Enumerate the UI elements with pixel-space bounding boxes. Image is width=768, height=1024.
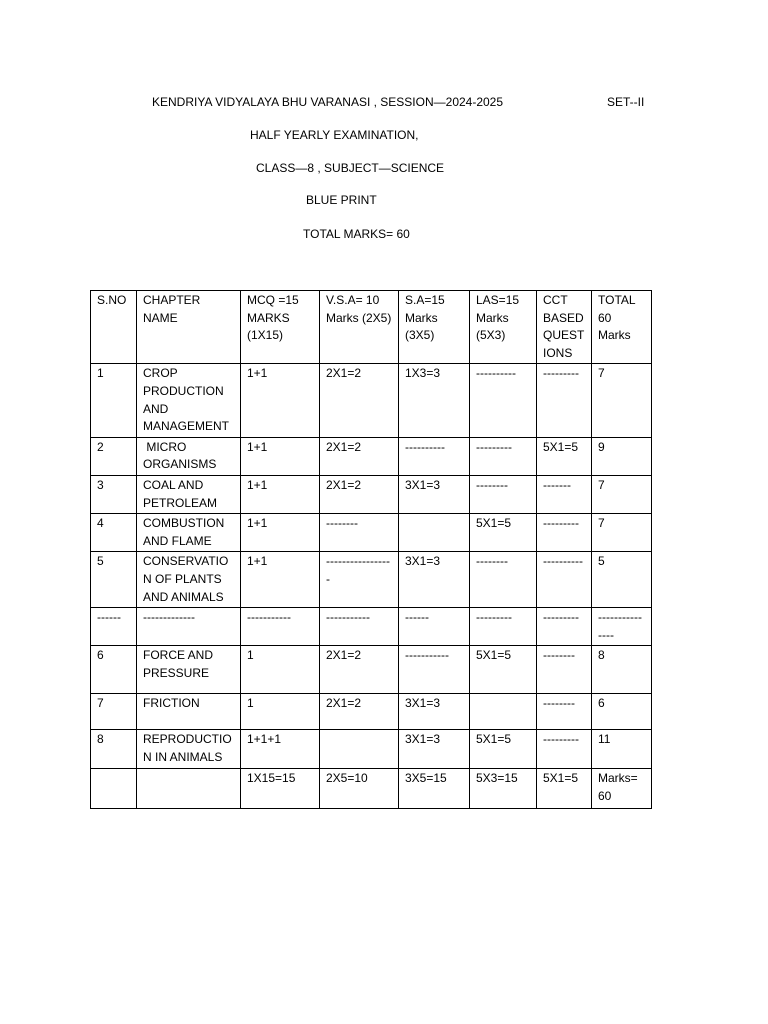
exam-heading: HALF YEARLY EXAMINATION, [250, 128, 419, 142]
table-cell: ----------------- [320, 552, 399, 608]
table-cell: 2X5=10 [320, 769, 399, 809]
table-cell: REPRODUCTION IN ANIMALS [137, 730, 241, 769]
header-cell-total: TOTAL 60 Marks [592, 291, 652, 364]
class-subject-heading: CLASS—8 , SUBJECT—SCIENCE [256, 161, 445, 175]
table-cell: ---------- [537, 552, 592, 608]
table-row [91, 475, 652, 513]
table-cell: 7 [592, 364, 652, 437]
table-cell: 5X3=15 [470, 769, 537, 809]
table-row [91, 552, 652, 608]
table-cell: 1+1 [241, 437, 320, 475]
table-cell: FRICTION [137, 694, 241, 730]
table-cell: 2X1=2 [320, 475, 399, 513]
table-cell: 1+1 [241, 475, 320, 513]
table-cell: 6 [592, 694, 652, 730]
table-cell: ---------- [399, 437, 470, 475]
table-cell: ------- [537, 475, 592, 513]
total-marks-heading: TOTAL MARKS= 60 [303, 227, 410, 241]
table-cell: 5X1=5 [537, 437, 592, 475]
blueprint-table [90, 290, 652, 809]
table-cell: ------ [91, 608, 137, 646]
table-cell: -------- [470, 475, 537, 513]
table-cell: 11 [592, 730, 652, 769]
table-total-row [91, 769, 652, 809]
table-cell: -------- [537, 646, 592, 694]
table-cell: 5 [91, 552, 137, 608]
table-cell: 7 [592, 514, 652, 552]
table-cell: ------------- [137, 608, 241, 646]
table-cell: 2 [91, 437, 137, 475]
table-cell: --------- [537, 364, 592, 437]
table-cell: 1+1 [241, 514, 320, 552]
table-cell: 1X15=15 [241, 769, 320, 809]
table-cell: CROP PRODUCTION AND MANAGEMENT [137, 364, 241, 437]
table-cell: -------- [470, 552, 537, 608]
table-row [91, 730, 652, 769]
table-header-row [91, 291, 652, 364]
table-cell: 2X1=2 [320, 437, 399, 475]
table-row [91, 437, 652, 475]
table-cell: FORCE AND PRESSURE [137, 646, 241, 694]
table-cell: --------- [537, 608, 592, 646]
table-cell: 4 [91, 514, 137, 552]
table-cell: --------- [470, 608, 537, 646]
table-cell: 5 [592, 552, 652, 608]
header-cell-chapter: CHAPTER NAME [137, 291, 241, 364]
table-cell: 7 [91, 694, 137, 730]
set-label: SET--II [607, 95, 645, 109]
table-cell: ------ [399, 608, 470, 646]
table-cell: 5X1=5 [470, 730, 537, 769]
school-session-heading: KENDRIYA VIDYALAYA BHU VARANASI , SESSION—2024-2025 [152, 95, 504, 109]
table-row [91, 694, 652, 730]
blue-print-heading: BLUE PRINT [306, 193, 377, 207]
table-cell [91, 769, 137, 809]
table-cell [399, 514, 470, 552]
table-cell: 7 [592, 475, 652, 513]
table-cell: 8 [91, 730, 137, 769]
table-cell: 1+1+1 [241, 730, 320, 769]
table-cell: -------- [320, 514, 399, 552]
table-cell: -------- [537, 694, 592, 730]
table-cell: 5X1=5 [470, 514, 537, 552]
header-cell-vsa: V.S.A= 10 Marks (2X5) [320, 291, 399, 364]
table-cell: COMBUSTION AND FLAME [137, 514, 241, 552]
table-cell: 5X1=5 [470, 646, 537, 694]
table-cell: --------------- [592, 608, 652, 646]
table-cell: 2X1=2 [320, 364, 399, 437]
table-cell: 5X1=5 [537, 769, 592, 809]
table-cell: ----------- [399, 646, 470, 694]
table-cell: --------- [537, 730, 592, 769]
table-cell: 1X3=3 [399, 364, 470, 437]
table-cell: 9 [592, 437, 652, 475]
table-cell: ----------- [320, 608, 399, 646]
header-cell-sa: S.A=15 Marks (3X5) [399, 291, 470, 364]
header-cell-mcq: MCQ =15 MARKS (1X15) [241, 291, 320, 364]
table-cell: 3 [91, 475, 137, 513]
table-cell: MICRO ORGANISMS [137, 437, 241, 475]
header-cell-cct: CCT BASED QUESTIONS [537, 291, 592, 364]
table-cell: 6 [91, 646, 137, 694]
table-cell: COAL AND PETROLEAM [137, 475, 241, 513]
table-cell: ----------- [241, 608, 320, 646]
table-cell: 3X1=3 [399, 730, 470, 769]
table-cell: 1 [241, 694, 320, 730]
table-row [91, 514, 652, 552]
table-cell: 2X1=2 [320, 646, 399, 694]
table-cell: 1+1 [241, 364, 320, 437]
table-row [91, 364, 652, 437]
table-cell: Marks= 60 [592, 769, 652, 809]
table-cell: 1+1 [241, 552, 320, 608]
table-cell: 1 [241, 646, 320, 694]
table-cell: --------- [470, 437, 537, 475]
table-cell: 3X5=15 [399, 769, 470, 809]
table-cell [470, 694, 537, 730]
table-cell: --------- [537, 514, 592, 552]
table-cell: 1 [91, 364, 137, 437]
table-row [91, 646, 652, 694]
header-cell-sno: S.NO [91, 291, 137, 364]
table-cell: 3X1=3 [399, 552, 470, 608]
table-cell: 2X1=2 [320, 694, 399, 730]
header-cell-las: LAS=15 Marks (5X3) [470, 291, 537, 364]
table-cell: 8 [592, 646, 652, 694]
table-cell [137, 769, 241, 809]
table-cell: ---------- [470, 364, 537, 437]
table-cell [320, 730, 399, 769]
table-cell: 3X1=3 [399, 694, 470, 730]
table-separator-row [91, 608, 652, 646]
table-cell: 3X1=3 [399, 475, 470, 513]
table-cell: CONSERVATION OF PLANTS AND ANIMALS [137, 552, 241, 608]
